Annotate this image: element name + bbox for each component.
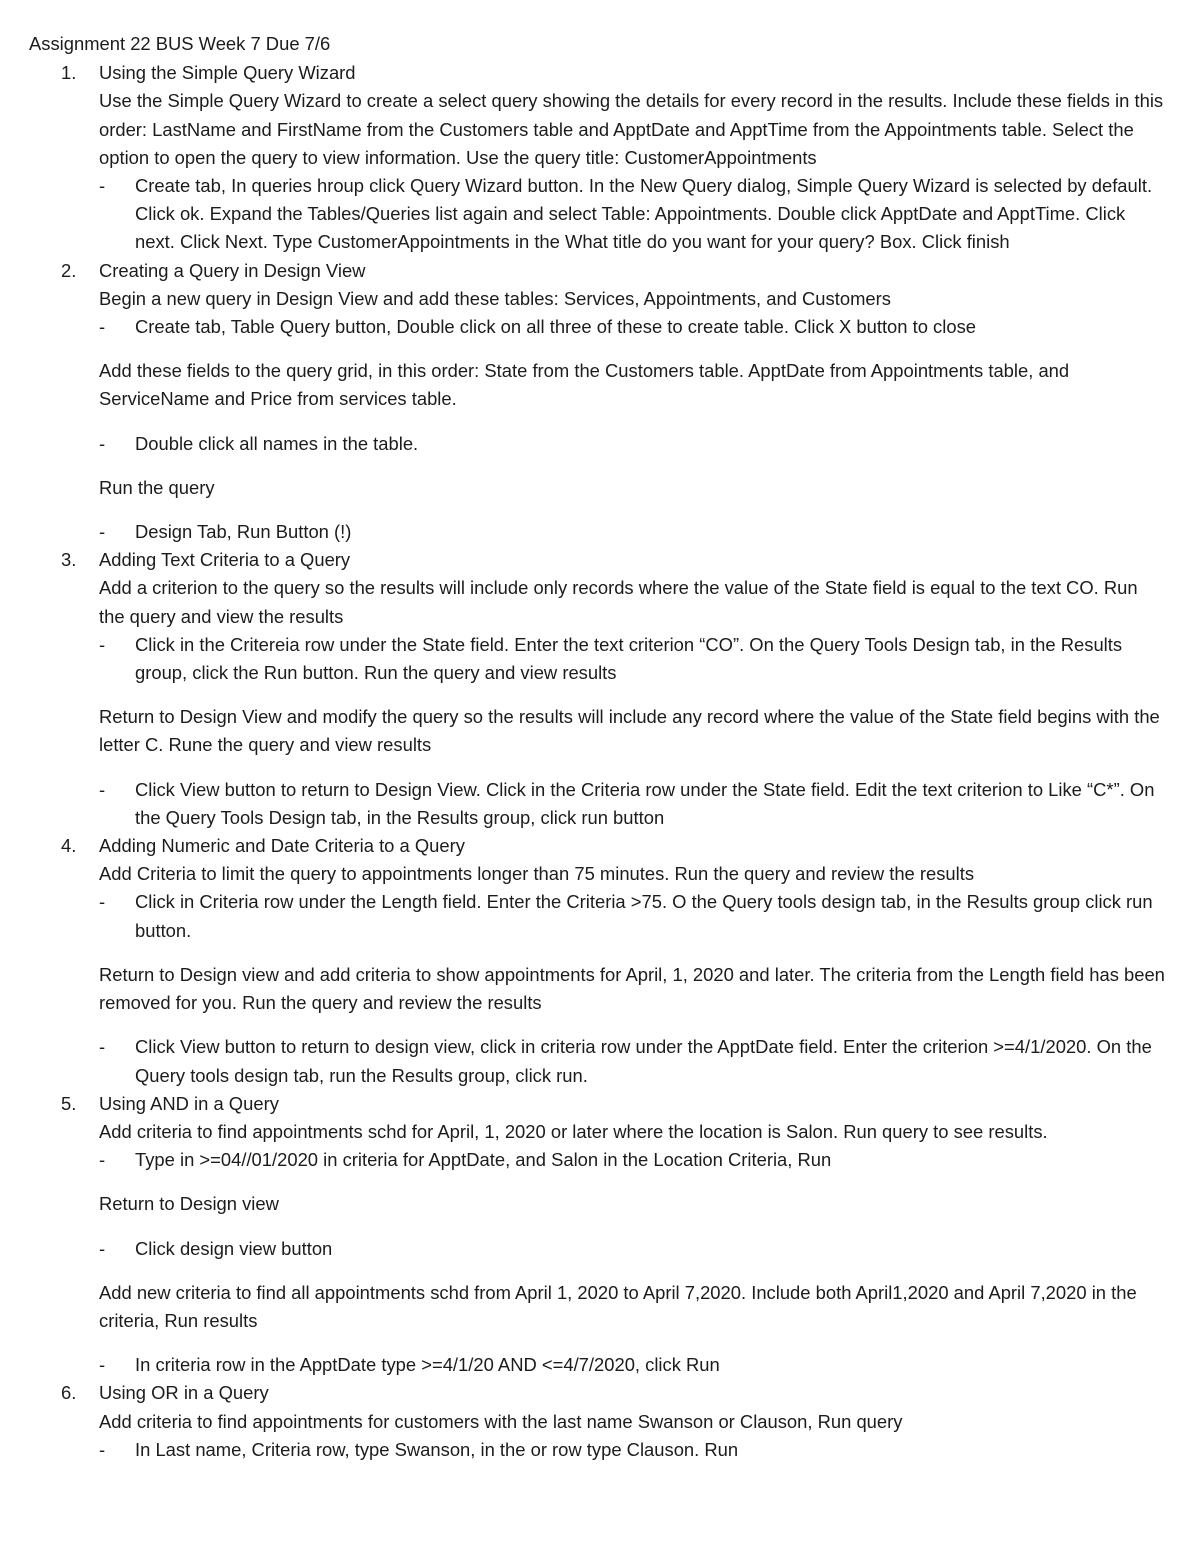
- bullet-text: Click design view button: [135, 1237, 333, 1259]
- section-number: 1.: [61, 62, 77, 84]
- section-paragraph: Return to Design view and add criteria to show appointments for April, 1, 2020 and later. The criteria from the Length field has been removed for you. Run the query and review the results: [99, 963, 1165, 1014]
- section-number: 2.: [61, 259, 77, 281]
- bullet-dash: -: [99, 316, 106, 338]
- bullet-text: In criteria row in the ApptDate type >=4/1/20 AND <=4/7/2020, click Run: [135, 1354, 720, 1376]
- bullet-text: Click View button to return to Design View. Click in the Criteria row under the State field. Edit the text criterion to Like “C*”. On the Query Tools Design tab, in the Results group, click run button: [135, 778, 1155, 828]
- section-heading: Adding Text Criteria to a Query: [99, 549, 351, 571]
- bullet-item: [99, 888, 1166, 944]
- bullet-text: Click in Criteria row under the Length field. Enter the Criteria >75. O the Query tools design tab, in the Results group click run button.: [135, 891, 1153, 941]
- section-number: 5.: [61, 1092, 77, 1114]
- bullet-dash: -: [99, 1438, 106, 1460]
- section-2: [29, 257, 1166, 547]
- document-title: Assignment 22 BUS Week 7 Due 7/6: [29, 33, 331, 54]
- section-number: 4.: [61, 835, 77, 857]
- section-3: [29, 546, 1166, 832]
- bullet-text: Type in >=04//01/2020 in criteria for ApptDate, and Salon in the Location Criteria, Run: [135, 1149, 832, 1171]
- section-heading: Adding Numeric and Date Criteria to a Query: [99, 835, 465, 857]
- section-paragraph: Add criteria to find appointments schd for April, 1, 2020 or later where the location is Salon. Run query to see results.: [99, 1120, 1048, 1142]
- bullet-item: [99, 172, 1166, 257]
- bullet-item: [99, 1146, 1166, 1174]
- bullet-text: Create tab, Table Query button, Double click on all three of these to create table. Click X button to close: [135, 316, 976, 338]
- bullet-item: [99, 776, 1166, 832]
- bullet-item: [99, 313, 1166, 341]
- bullet-item: [99, 1436, 1166, 1464]
- bullet-dash: -: [99, 778, 106, 800]
- bullet-text: Design Tab, Run Button (!): [135, 521, 352, 543]
- bullet-item: [99, 1351, 1166, 1379]
- section-paragraph: Return to Design View and modify the query so the results will include any record where the value of the State field begins with the letter C. Rune the query and view results: [99, 706, 1160, 756]
- bullet-item: [99, 1033, 1166, 1089]
- section-6: [29, 1379, 1166, 1464]
- bullet-dash: -: [99, 1237, 106, 1259]
- section-paragraph: Return to Design view: [99, 1193, 279, 1215]
- bullet-dash: -: [99, 521, 106, 543]
- section-heading: Using OR in a Query: [99, 1382, 269, 1404]
- section-paragraph: Add these fields to the query grid, in this order: State from the Customers table. ApptDate from Appointments table, and ServiceName and Price from services table.: [99, 360, 1070, 410]
- bullet-text: Double click all names in the table.: [135, 432, 419, 454]
- bullet-item: [99, 1235, 1166, 1263]
- bullet-item: [99, 430, 1166, 458]
- section-paragraph: Add a criterion to the query so the results will include only records where the value of the State field is equal to the text CO. Run the query and view the results: [99, 577, 1138, 627]
- bullet-text: Click View button to return to design view, click in criteria row under the ApptDate field. Enter the criterion >=4/1/2020. On the Query tools design tab, run the Results group, click run.: [135, 1036, 1152, 1086]
- bullet-dash: -: [99, 175, 106, 197]
- bullet-dash: -: [99, 1036, 106, 1058]
- section-5: [29, 1090, 1166, 1380]
- section-paragraph: Begin a new query in Design View and add these tables: Services, Appointments, and Customers: [99, 287, 891, 309]
- section-heading: Using AND in a Query: [99, 1092, 279, 1114]
- section-1: [29, 59, 1166, 256]
- bullet-dash: -: [99, 1149, 106, 1171]
- bullet-dash: -: [99, 891, 106, 913]
- section-heading: Using the Simple Query Wizard: [99, 62, 356, 84]
- bullet-dash: -: [99, 1354, 106, 1376]
- bullet-item: [99, 631, 1166, 687]
- bullet-text: In Last name, Criteria row, type Swanson, in the or row type Clauson. Run: [135, 1438, 739, 1460]
- bullet-dash: -: [99, 432, 106, 454]
- section-paragraph: Add criteria to find appointments for customers with the last name Swanson or Clauson, Run query: [99, 1410, 903, 1432]
- section-paragraph: Use the Simple Query Wizard to create a select query showing the details for every record in the results. Include these fields in this order: LastName and FirstName from the Customers table and ApptDate and ApptTime from the Appointments table. Select the option to open the query to view information. Use the query title: CustomerAppointments: [99, 90, 1164, 168]
- bullet-dash: -: [99, 633, 106, 655]
- section-number: 6.: [61, 1382, 77, 1404]
- bullet-item: [99, 518, 1166, 546]
- section-heading: Creating a Query in Design View: [99, 259, 366, 281]
- bullet-text: Create tab, In queries hroup click Query Wizard button. In the New Query dialog, Simple Query Wizard is selected by default. Click ok. Expand the Tables/Queries list again and select Table: Appointments. Double click ApptDate and ApptTime. Click next. Click Next. Type CustomerAppointments in the What title do you want for your query? Box. Click finish: [135, 175, 1153, 253]
- section-paragraph: Add new criteria to find all appointments schd from April 1, 2020 to April 7,2020. Include both April1,2020 and April 7,2020 in the criteria, Run results: [99, 1281, 1137, 1331]
- section-number: 3.: [61, 549, 77, 571]
- bullet-text: Click in the Critereia row under the State field. Enter the text criterion “CO”. On the Query Tools Design tab, in the Results group, click the Run button. Run the query and view results: [135, 633, 1123, 684]
- section-paragraph: Add Criteria to limit the query to appointments longer than 75 minutes. Run the query and review the results: [99, 863, 975, 885]
- section-4: [29, 832, 1166, 1090]
- section-paragraph: Run the query: [99, 476, 215, 498]
